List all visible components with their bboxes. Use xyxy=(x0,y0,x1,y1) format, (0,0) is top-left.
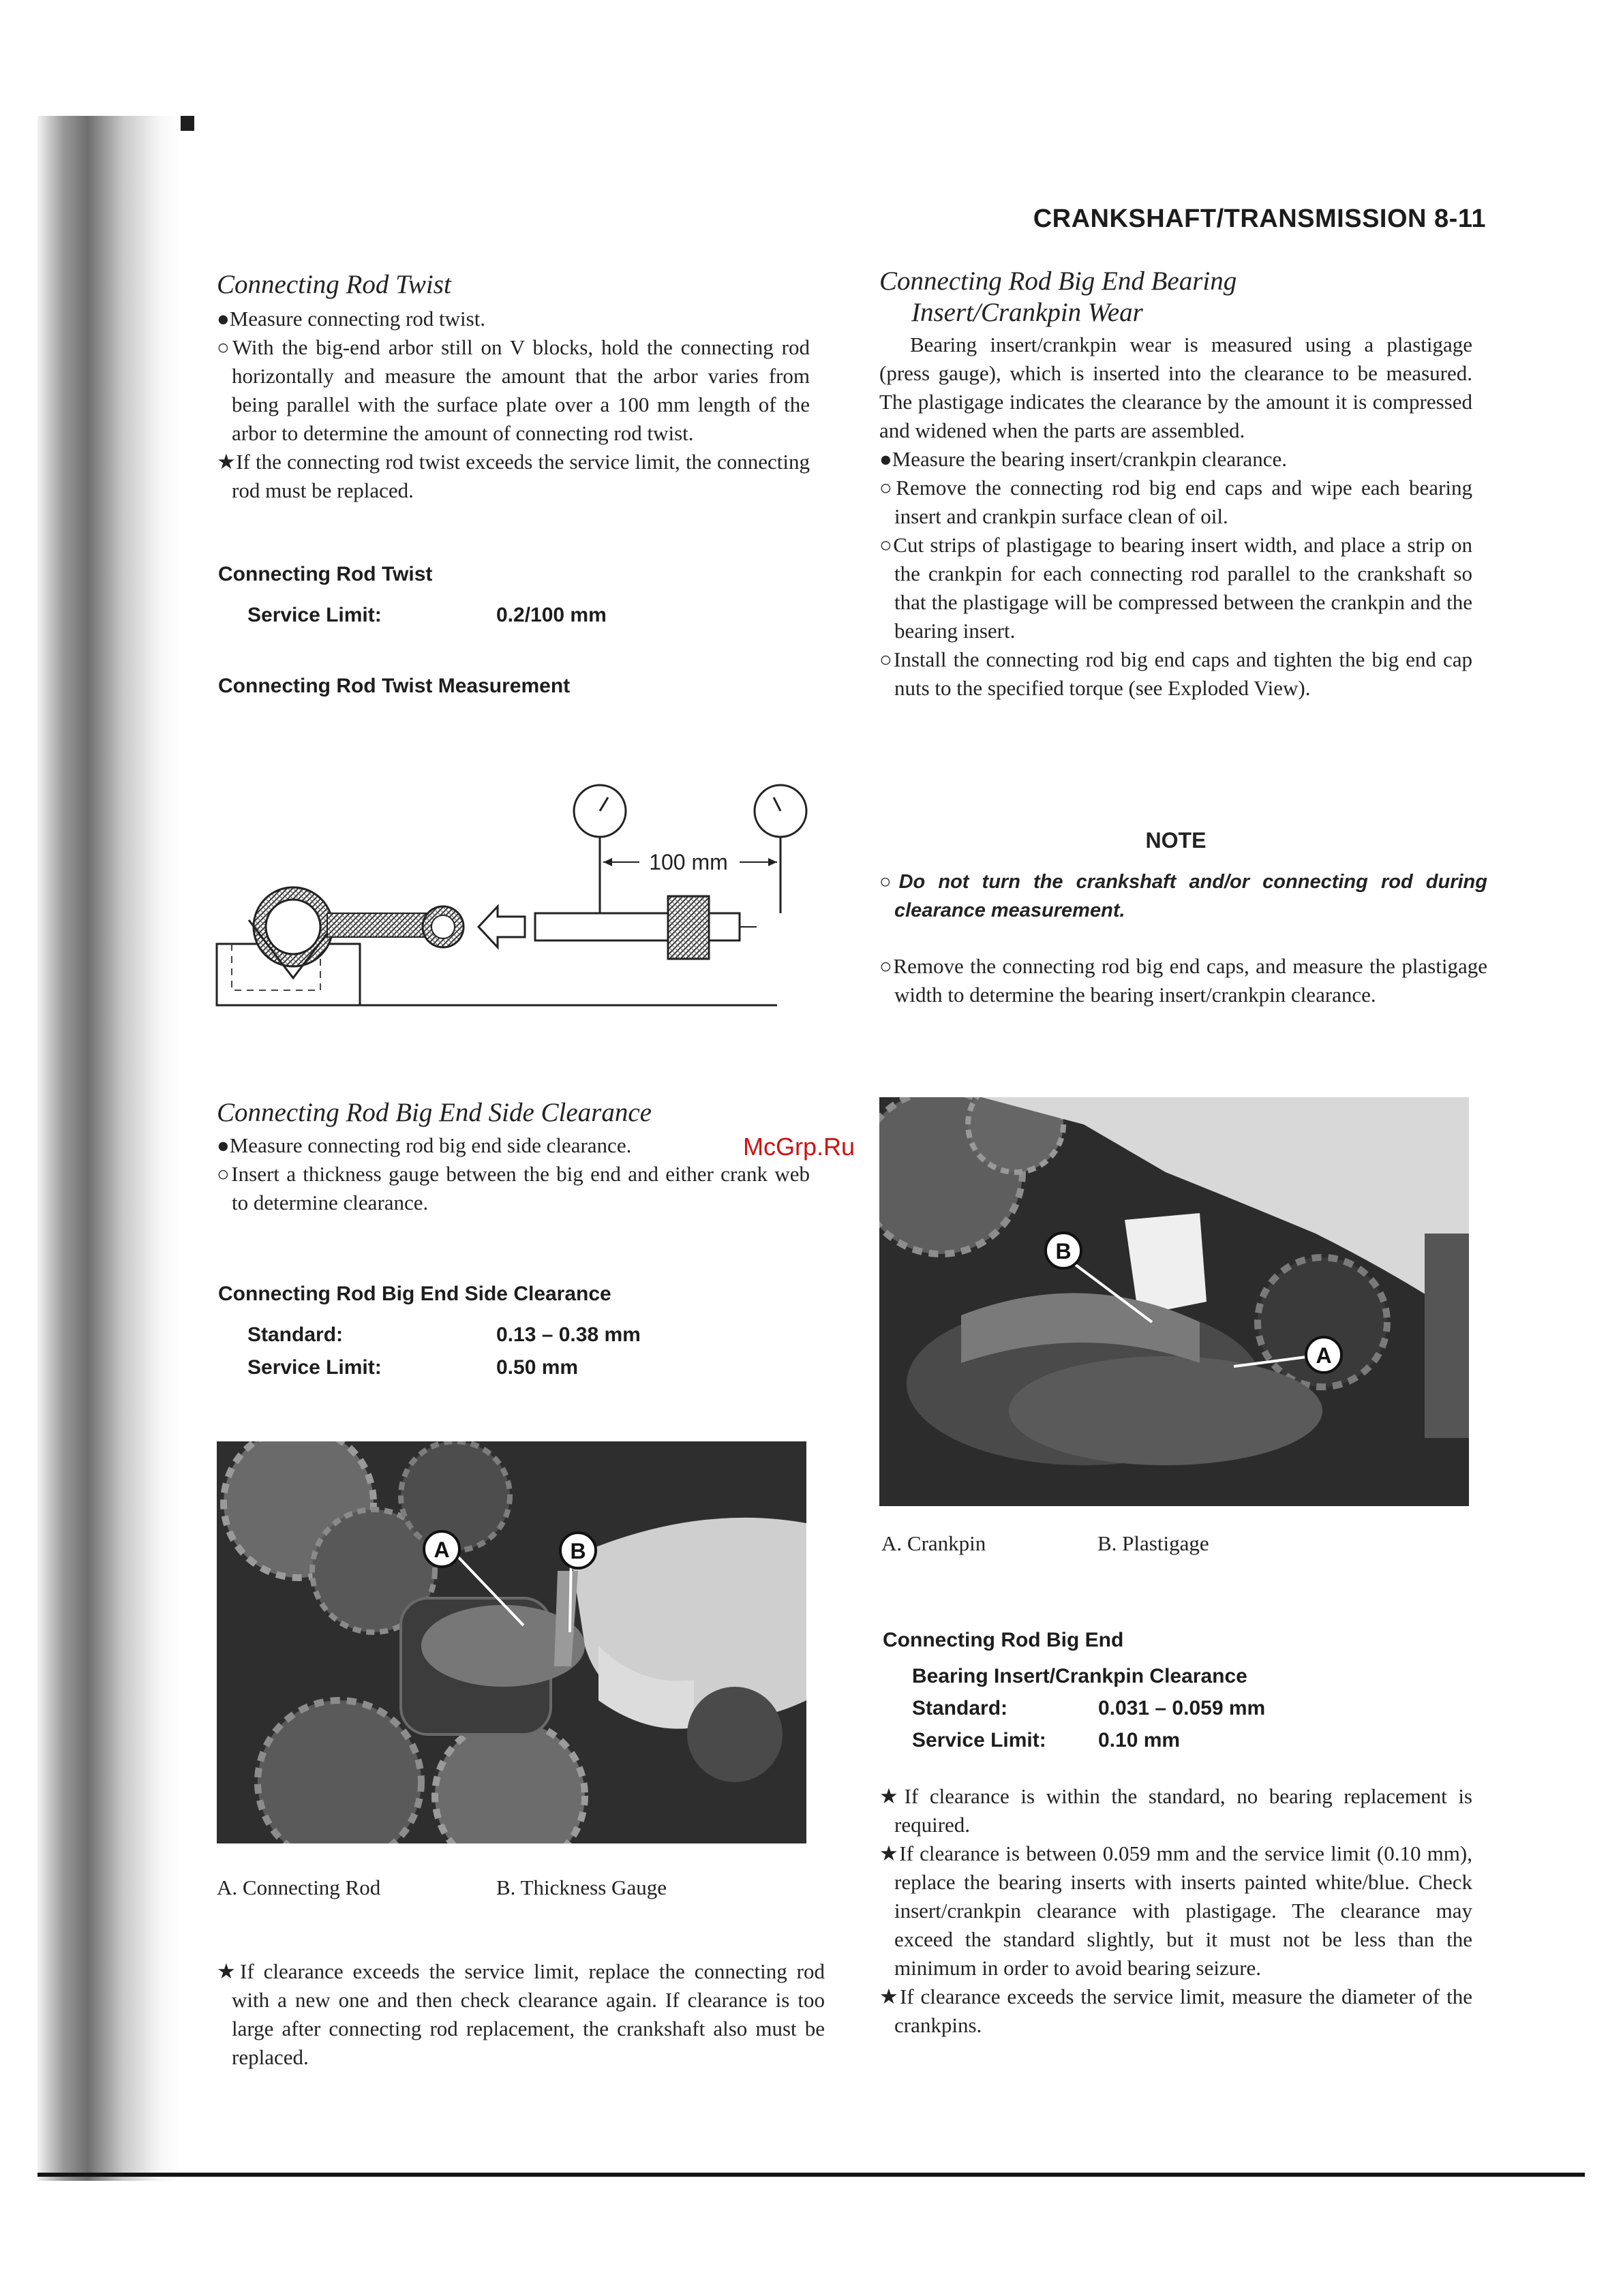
spec-value: 0.13 – 0.38 mm xyxy=(496,1323,641,1346)
intro-paragraph: Bearing insert/crankpin wear is measured using a plastigage (press gauge), which is inserted into the clearance to be measured. The plastigage indicates the clearance by the amount it is compressed and widened when the parts are assembled. xyxy=(879,333,1472,442)
side-clearance-final-note: ★If clearance exceeds the service limit, replace the connecting rod with a new one and then check clearance again. If clearance is too large after connecting rod replacement, the crankshaft also must be replaced. xyxy=(217,1959,825,2069)
book-binding-shadow xyxy=(37,116,181,2181)
section-title-twist: Connecting Rod Twist xyxy=(217,270,451,299)
side-clearance-instructions xyxy=(217,1131,810,1217)
note-text: ○Do not turn the crankshaft and/or connecting rod during clearance measurement. xyxy=(879,871,1487,921)
spec-label: Service Limit: xyxy=(247,604,382,626)
callout-a-label: A xyxy=(434,1537,450,1562)
spec-row-twist-limit xyxy=(247,604,607,627)
caption-a: A. Connecting Rod xyxy=(217,1876,381,1899)
list-item: ○Remove the connecting rod big end caps and wipe each bearing insert and crankpin surface clean of oil. xyxy=(879,476,1472,528)
section-title-side-clearance: Connecting Rod Big End Side Clearance xyxy=(217,1098,652,1127)
list-item: ★If clearance is between 0.059 mm and the service limit (0.10 mm), replace the bearing inserts with inserts painted white/blue. Check insert/crankpin clearance with plastigage. The clearance may exceed the standard slightly, but it must not be less than the minimum in order to avoid bearing seizure. xyxy=(879,1841,1472,1980)
spec-title-bearing: Connecting Rod Big End xyxy=(883,1629,1124,1651)
note-heading: NOTE xyxy=(1145,828,1207,853)
bearing-final-instructions xyxy=(879,1782,1472,2040)
spec-label: Service Limit: xyxy=(247,1356,382,1379)
figure-title-twist: Connecting Rod Twist Measurement xyxy=(218,675,571,697)
page-header: CRANKSHAFT/TRANSMISSION 8-11 xyxy=(1033,204,1486,233)
after-note-step: ○Remove the connecting rod big end caps, and measure the plastigage width to determine the bearing insert/crankpin clearance. xyxy=(879,954,1487,1007)
caption-b: B. Thickness Gauge xyxy=(496,1876,667,1899)
list-item: ●Measure connecting rod big end side clearance. xyxy=(217,1133,632,1157)
spec-title-twist: Connecting Rod Twist xyxy=(218,563,433,585)
caption-b: B. Plastigage xyxy=(1097,1531,1209,1555)
caption-a: A. Crankpin xyxy=(881,1531,986,1555)
spec-row-standard xyxy=(247,1323,641,1347)
spec-subtitle-bearing: Bearing Insert/Crankpin Clearance xyxy=(912,1665,1247,1687)
callout-a-label: A xyxy=(1316,1343,1332,1368)
section-title-bearing: Connecting Rod Big End Bearing xyxy=(879,266,1237,296)
photo-callouts xyxy=(879,1097,1469,1506)
spec-title-side-clearance: Connecting Rod Big End Side Clearance xyxy=(218,1283,611,1305)
arrow-icon xyxy=(479,906,525,947)
spec-row-service-limit xyxy=(912,1729,1180,1752)
photo-thickness-gauge xyxy=(217,1441,806,1843)
callout-b-label: B xyxy=(1055,1239,1072,1264)
twist-instructions xyxy=(217,305,810,505)
spec-value: 0.10 mm xyxy=(1098,1729,1181,1751)
spec-label: Standard: xyxy=(912,1697,1008,1719)
list-item: ○Insert a thickness gauge between the big end and either crank web to determine clearance. xyxy=(217,1162,810,1214)
spec-row-service-limit xyxy=(247,1356,578,1379)
list-item: ○Cut strips of plastigage to bearing insert width, and place a strip on the crankpin for each connecting rod parallel to the crankshaft so that the plastigage will be compressed between the crankpin and the bearing insert. xyxy=(879,533,1472,643)
big-end-arbor xyxy=(266,900,320,954)
spec-label: Standard: xyxy=(247,1323,344,1346)
section-title-bearing-line2: Insert/Crankpin Wear xyxy=(911,298,1143,327)
spec-value: 0.50 mm xyxy=(496,1356,579,1379)
rod-beam xyxy=(327,913,429,937)
list-item: ★If clearance is within the standard, no bearing replacement is required. xyxy=(879,1784,1472,1837)
spec-value: 0.031 – 0.059 mm xyxy=(1098,1697,1266,1719)
twist-measurement-diagram xyxy=(211,774,825,1015)
watermark: McGrp.Ru xyxy=(743,1133,855,1161)
list-item: ★If clearance exceeds the service limit, measure the diameter of the crankpins. xyxy=(879,1985,1472,2037)
list-item: ●Measure the bearing insert/crankpin clearance. xyxy=(879,447,1287,471)
list-item: ○Install the connecting rod big end caps and tighten the big end cap nuts to the specified torque (see Exploded View). xyxy=(879,647,1472,700)
spec-row-standard xyxy=(912,1697,1265,1720)
list-item: ●Measure connecting rod twist. xyxy=(217,307,486,331)
photo-callouts xyxy=(217,1441,806,1843)
list-item: ★If the connecting rod twist exceeds the service limit, the connecting rod must be replaced. xyxy=(217,450,810,502)
bottom-rule xyxy=(37,2173,1585,2177)
photo-plastigage xyxy=(879,1097,1469,1506)
dimension-label: 100 mm xyxy=(649,850,728,874)
spec-label: Service Limit: xyxy=(912,1729,1046,1751)
list-item: ○With the big-end arbor still on V blocks, hold the connecting rod horizontally and measure the amount that the arbor varies from being parallel with the surface plate over a 100 mm length of the arbor to determine the amount of connecting rod twist. xyxy=(217,335,810,445)
small-end-on-arbor xyxy=(668,896,709,959)
spec-value: 0.2/100 mm xyxy=(496,604,607,626)
bearing-instructions xyxy=(879,331,1472,703)
callout-b-label: B xyxy=(570,1539,586,1563)
